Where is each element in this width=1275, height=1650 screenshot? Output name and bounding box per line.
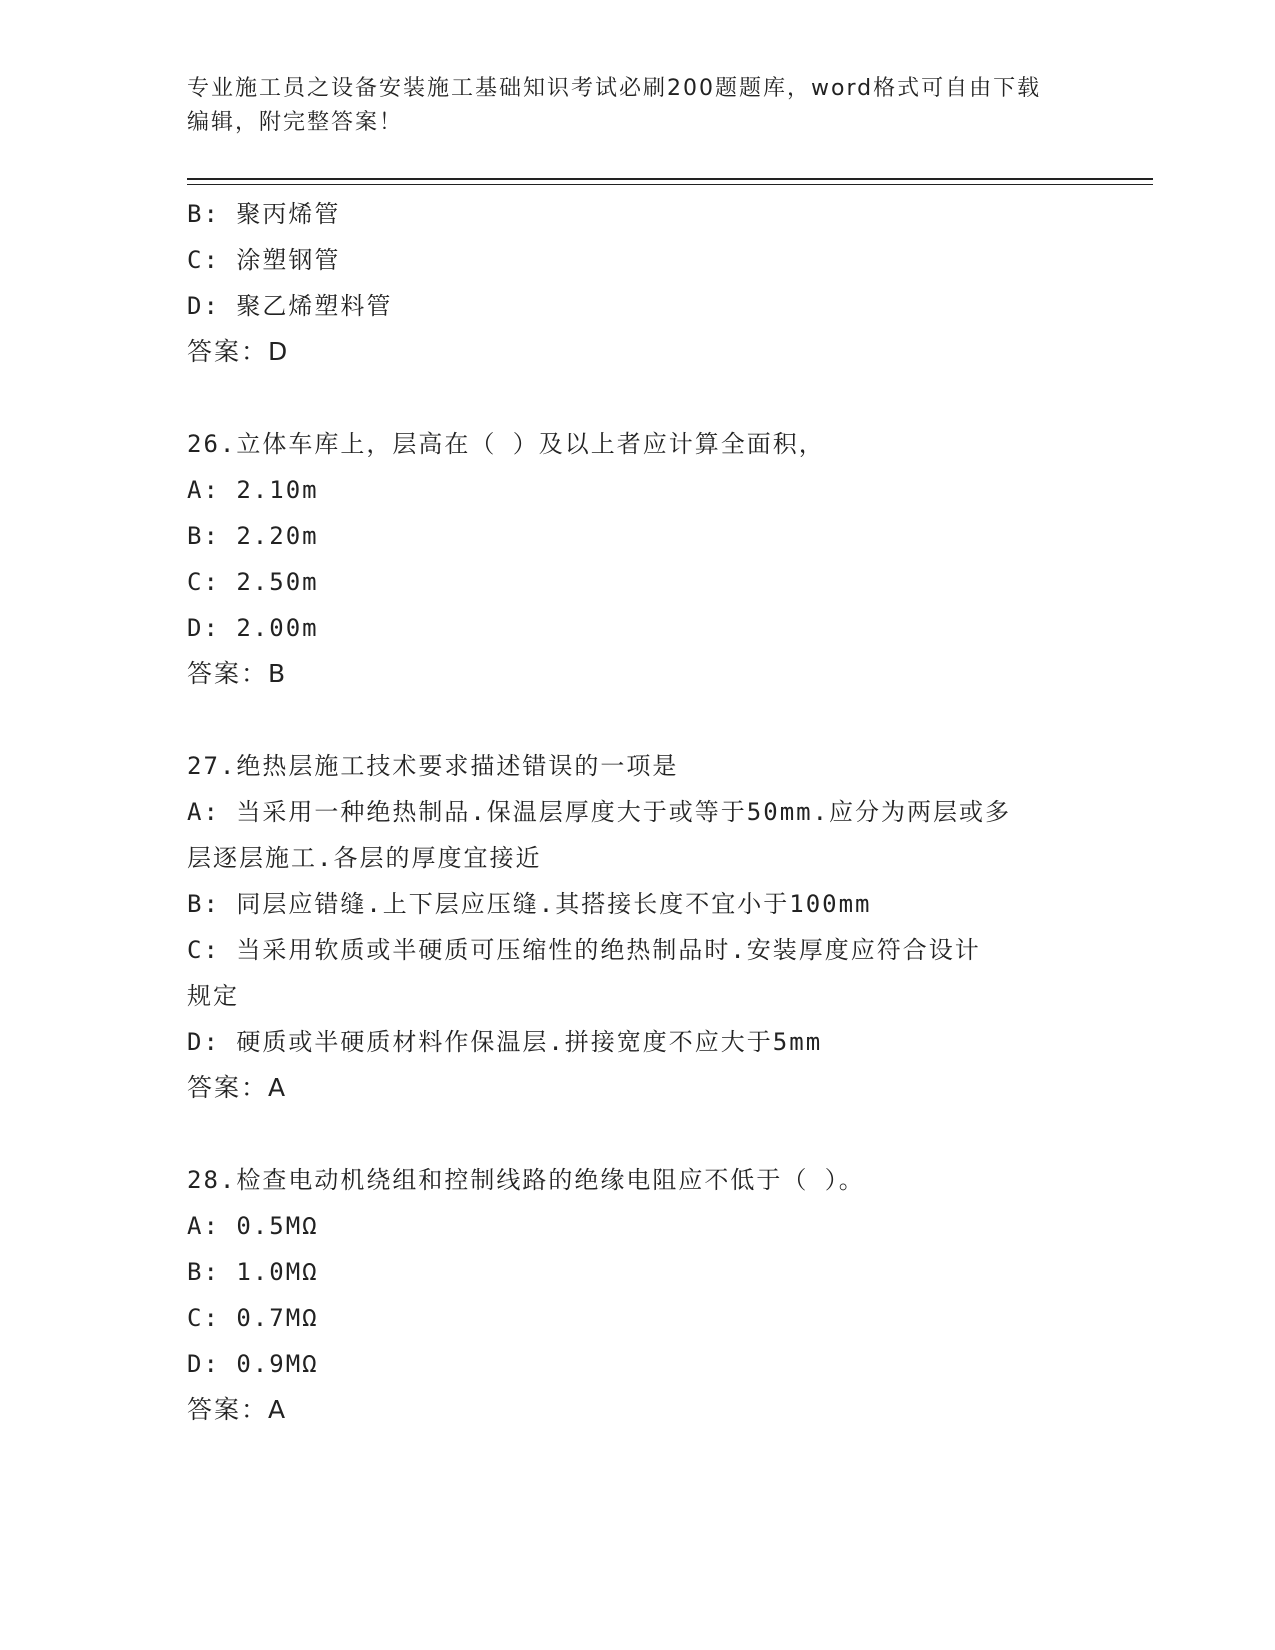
option-d: D: 硬质或半硬质材料作保温层.拼接宽度不应大于5mm	[187, 1028, 823, 1056]
option-c: C: 0.7MΩ	[187, 1304, 319, 1332]
spacer	[187, 1111, 1087, 1157]
document-header	[187, 72, 1087, 140]
option-a: A: 2.10m	[187, 476, 319, 504]
option-d: D: 聚乙烯塑料管	[187, 292, 393, 320]
answer-line: 答案：D	[187, 337, 290, 366]
answer-line: 答案：A	[187, 1395, 288, 1424]
question-text: 26.立体车库上，层高在（ ）及以上者应计算全面积，	[187, 430, 825, 458]
question-block-28	[187, 1157, 1087, 1433]
option-c: C: 当采用软质或半硬质可压缩性的绝热制品时.安装厚度应符合设计	[187, 936, 981, 964]
spacer	[187, 697, 1087, 743]
header-divider-thick	[187, 178, 1153, 180]
answer-line: 答案：B	[187, 659, 288, 688]
option-a: A: 0.5MΩ	[187, 1212, 319, 1240]
option-d: D: 0.9MΩ	[187, 1350, 319, 1378]
option-a: A: 当采用一种绝热制品.保温层厚度大于或等于50mm.应分为两层或多	[187, 798, 1012, 826]
answer-line: 答案：A	[187, 1073, 288, 1102]
question-text: 27.绝热层施工技术要求描述错误的一项是	[187, 752, 679, 780]
header-title-line-2: 编辑，附完整答案！	[187, 110, 404, 135]
question-list	[187, 191, 1087, 1433]
option-b: B: 聚丙烯管	[187, 200, 341, 228]
option-a-continued: 层逐层施工.各层的厚度宜接近	[187, 844, 542, 872]
question-block-25	[187, 191, 1087, 375]
header-title-line-1: 专业施工员之设备安装施工基础知识考试必刷200题题库，word格式可自由下载	[187, 76, 1042, 101]
question-block-27	[187, 743, 1087, 1111]
option-b: B: 同层应错缝.上下层应压缝.其搭接长度不宜小于100mm	[187, 890, 872, 918]
option-b: B: 2.20m	[187, 522, 319, 550]
header-divider-thin	[187, 184, 1153, 185]
option-c: C: 涂塑钢管	[187, 246, 341, 274]
option-c: C: 2.50m	[187, 568, 319, 596]
option-c-continued: 规定	[187, 982, 239, 1010]
spacer	[187, 375, 1087, 421]
question-text: 28.检查电动机绕组和控制线路的绝缘电阻应不低于（ ）。	[187, 1166, 865, 1194]
option-d: D: 2.00m	[187, 614, 319, 642]
option-b: B: 1.0MΩ	[187, 1258, 319, 1286]
question-block-26	[187, 421, 1087, 697]
